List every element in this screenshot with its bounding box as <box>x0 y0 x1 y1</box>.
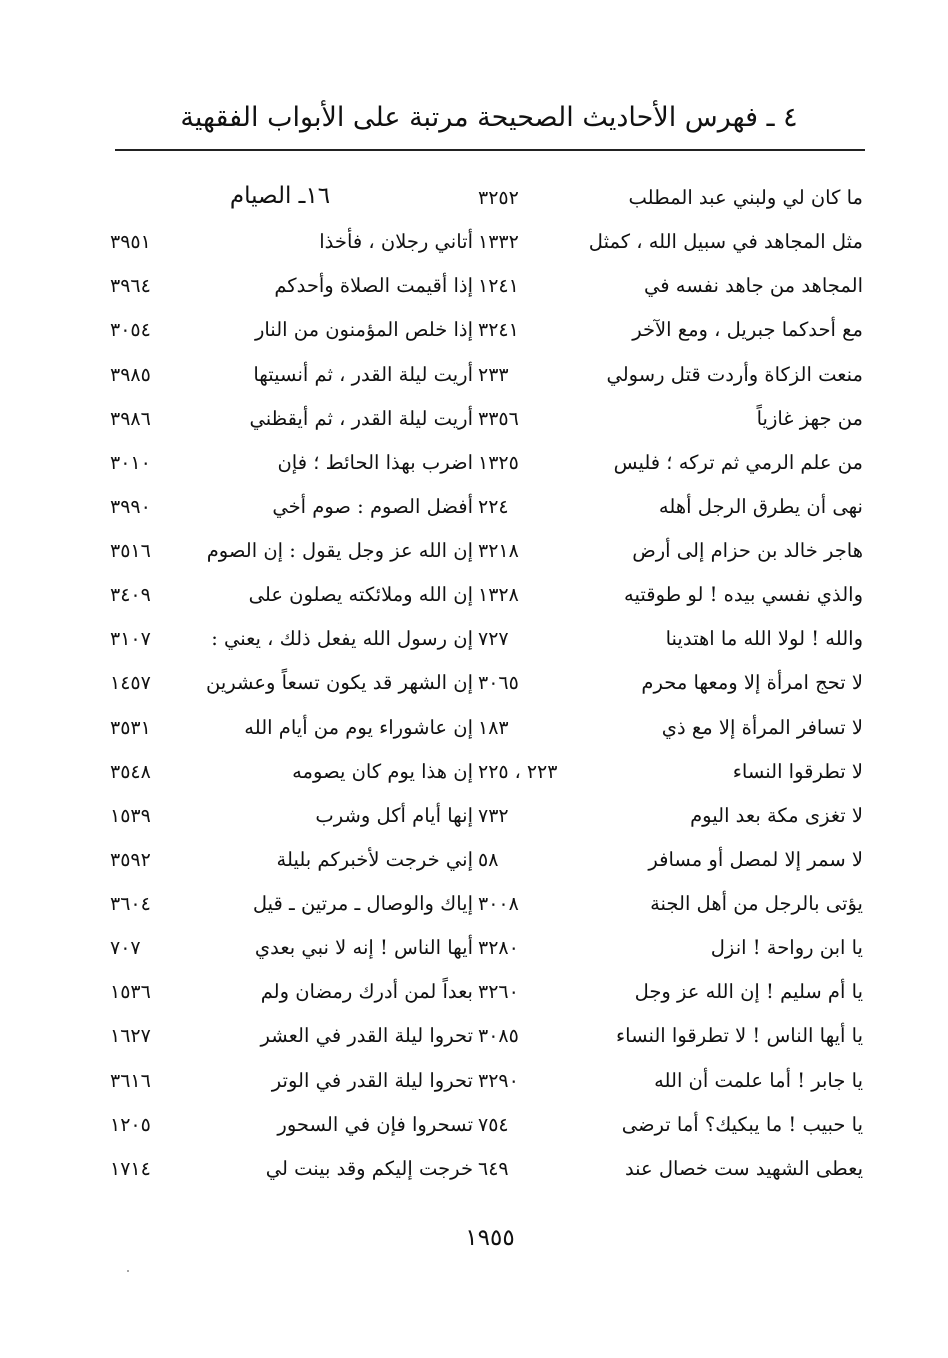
hadith-number: ٣٢٤١ <box>478 319 519 342</box>
hadith-incipit: هاجر خالد بن حزام إلى أرض <box>632 539 863 562</box>
hadith-number: ٣٢١٨ <box>478 540 519 562</box>
hadith-number: ٧٢٧ <box>478 628 509 651</box>
hadith-number: ٣٥١٦ <box>110 540 151 562</box>
hadith-number: ٣٩٨٥ <box>110 363 151 386</box>
hadith-incipit: والله ! لولا الله ما اهتدينا <box>665 627 863 651</box>
hadith-incipit: يا حبيب ! ما يبكيك؟ أما ترضى <box>621 1112 863 1136</box>
hadith-number: ٣٣٥٦ <box>478 407 519 430</box>
hadith-incipit: إن الله وملائكته يصلون على <box>248 583 473 607</box>
hadith-number: ٢٣٣ <box>478 363 509 386</box>
hadith-number: ٣٢٥٢ <box>478 187 519 209</box>
table-row <box>0 621 948 665</box>
hadith-number: ٣٩٩٠ <box>110 495 151 518</box>
table-row <box>0 798 948 842</box>
hadith-incipit: أتاني رجلان ، فأخذا <box>319 230 473 254</box>
hadith-incipit: يا جابر ! أما علمت أن الله <box>654 1068 863 1092</box>
hadith-number: ٣٢٨٠ <box>478 937 519 960</box>
table-row <box>0 665 948 709</box>
hadith-number: ٣١٠٧ <box>110 628 151 651</box>
table-row <box>0 710 948 754</box>
table-row <box>0 930 948 974</box>
hadith-number: ٣٦١٦ <box>110 1069 151 1092</box>
table-row <box>0 886 948 930</box>
hadith-incipit: تحروا ليلة القدر في العشر <box>260 1024 473 1048</box>
hadith-number: ١٣٣٢ <box>478 231 519 254</box>
page-number: ١٩٥٥ <box>465 1225 515 1251</box>
table-row <box>0 754 948 798</box>
hadith-incipit: لا سمر إلا لمصل أو مسافر <box>648 847 863 871</box>
hadith-number: ١٤٥٧ <box>110 672 151 695</box>
hadith-number: ٧٠٧ <box>110 937 141 960</box>
hadith-number: ٣٠٠٨ <box>478 893 519 915</box>
table-row <box>0 1151 948 1195</box>
hadith-number: ١٧١٤ <box>110 1157 151 1180</box>
hadith-incipit: لا تسافر المرأة إلا مع ذي <box>661 715 863 739</box>
hadith-incipit: لا تطرقوا النساء <box>732 759 863 783</box>
hadith-number: ١٦٢٧ <box>110 1025 151 1048</box>
hadith-incipit: إن عاشوراء يوم من أيام الله <box>244 715 473 739</box>
table-row <box>0 445 948 489</box>
table-row <box>0 1107 948 1151</box>
hadith-number: ١٢٠٥ <box>110 1113 151 1136</box>
table-row <box>0 1018 948 1062</box>
hadith-incipit: إذا أقيمت الصلاة وأحدكم <box>274 274 473 298</box>
hadith-incipit: يا ابن رواحة ! انزل <box>710 936 863 960</box>
hadith-incipit: إن الله عز وجل يقول : إن الصوم <box>206 539 473 562</box>
hadith-number: ٥٨ <box>478 848 499 871</box>
index-table <box>0 180 948 1195</box>
hadith-incipit: مع أحدكما جبريل ، ومع الآخر <box>632 318 863 342</box>
hadith-incipit: أفضل الصوم : صوم أخي <box>272 494 473 518</box>
hadith-number: ١٣٢٨ <box>478 584 519 607</box>
hadith-number: ٣٥٩٢ <box>110 848 151 871</box>
hadith-number: ١٢٤١ <box>478 275 519 298</box>
table-row <box>0 974 948 1018</box>
hadith-number: ٢٢٣ ، ٢٢٥ <box>478 760 558 783</box>
hadith-number: ٣٤٠٩ <box>110 584 151 607</box>
table-row <box>0 1063 948 1107</box>
table-row <box>0 489 948 533</box>
hadith-number: ٧٣٢ <box>478 804 509 827</box>
table-row <box>0 842 948 886</box>
hadith-incipit: إن رسول الله يفعل ذلك ، يعني : <box>211 627 473 651</box>
hadith-incipit: مثل المجاهد في سبيل الله ، كمثل <box>588 230 863 254</box>
hadith-incipit: يعطى الشهيد ست خصال عند <box>624 1156 863 1180</box>
hadith-incipit: إني خرجت لأخبركم بليلة <box>276 847 473 871</box>
hadith-incipit: لا تغزى مكة بعد اليوم <box>690 803 863 827</box>
hadith-number: ١٥٣٩ <box>110 804 151 827</box>
hadith-incipit: يا أم سليم ! إن الله عز وجل <box>634 980 863 1004</box>
hadith-incipit: إن هذا يوم كان يصومه <box>292 759 473 783</box>
hadith-incipit: أريت ليلة القدر ، ثم أنسيتها <box>253 362 473 386</box>
hadith-number: ١٨٣ <box>478 716 509 739</box>
table-row <box>0 180 948 224</box>
hadith-number: ٣٩٥١ <box>110 231 151 254</box>
hadith-number: ٣٢٩٠ <box>478 1069 519 1092</box>
hadith-number: ٣٠٥٤ <box>110 319 151 342</box>
page-header: ٤ ـ فهرس الأحاديث الصحيحة مرتبة على الأبواب الفقهية <box>180 102 798 133</box>
hadith-number: ١٣٢٥ <box>478 451 519 474</box>
hadith-incipit: تحروا ليلة القدر في الوتر <box>271 1068 473 1092</box>
paper-speck <box>127 1270 129 1272</box>
hadith-incipit: تسحروا فإن في السحور <box>277 1112 473 1136</box>
hadith-incipit: أيها الناس ! إنه لا نبي بعدي <box>254 936 473 960</box>
hadith-number: ٣٦٠٤ <box>110 893 151 915</box>
hadith-incipit: إذا خلص المؤمنون من النار <box>254 318 473 342</box>
hadith-incipit: من جهز غازياً <box>756 406 863 430</box>
hadith-number: ٣٥٤٨ <box>110 760 151 783</box>
hadith-number: ٣٩٨٦ <box>110 407 151 430</box>
hadith-number: ٣٩٦٤ <box>110 275 151 298</box>
header-divider <box>115 149 865 151</box>
table-row <box>0 224 948 268</box>
hadith-number: ٣٠٨٥ <box>478 1025 519 1048</box>
hadith-number: ٣٢٦٠ <box>478 981 519 1004</box>
table-row <box>0 577 948 621</box>
hadith-incipit: المجاهد من جاهد نفسه في <box>644 274 863 298</box>
hadith-incipit: إنها أيام أكل وشرب <box>315 803 473 827</box>
hadith-incipit: نهى أن يطرق الرجل أهله <box>658 494 863 518</box>
table-row <box>0 312 948 356</box>
hadith-incipit: من علم الرمي ثم تركه ؛ فليس <box>613 450 863 474</box>
hadith-number: ٧٥٤ <box>478 1113 509 1136</box>
table-row <box>0 533 948 577</box>
hadith-incipit: ما كان لي ولبني عبد المطلب <box>628 186 863 209</box>
hadith-number: ٣٠١٠ <box>110 451 151 474</box>
hadith-incipit: خرجت إليكم وقد بينت لي <box>265 1156 473 1180</box>
hadith-incipit: إن الشهر قد يكون تسعاً وعشرين <box>205 671 473 695</box>
hadith-incipit: إياك والوصال ـ مرتين ـ قيل <box>252 892 473 915</box>
hadith-number: ٦٤٩ <box>478 1157 509 1180</box>
hadith-incipit: بعداً لمن أدرك رمضان ولم <box>260 980 473 1004</box>
table-row <box>0 268 948 312</box>
hadith-number: ٣٠٦٥ <box>478 672 519 695</box>
table-row <box>0 401 948 445</box>
hadith-incipit: اضرب بهذا الحائط ؛ فإن <box>277 450 473 474</box>
hadith-incipit: يؤتى بالرجل من أهل الجنة <box>650 892 863 915</box>
hadith-incipit: يا أيها الناس ! لا تطرقوا النساء <box>615 1024 863 1048</box>
hadith-incipit: منعت الزكاة وأردت قتل رسولي <box>606 362 863 386</box>
hadith-incipit: لا تحج امرأة إلا ومعها محرم <box>641 671 863 695</box>
section-title: ١٦ـ الصيام <box>229 183 331 209</box>
hadith-number: ٢٢٤ <box>478 495 509 518</box>
hadith-incipit: أريت ليلة القدر ، ثم أيقظني <box>249 406 473 430</box>
hadith-number: ١٥٣٦ <box>110 981 151 1004</box>
table-row <box>0 357 948 401</box>
hadith-incipit: والذي نفسي بيده ! لو طوقتيه <box>624 583 863 607</box>
hadith-number: ٣٥٣١ <box>110 716 151 739</box>
